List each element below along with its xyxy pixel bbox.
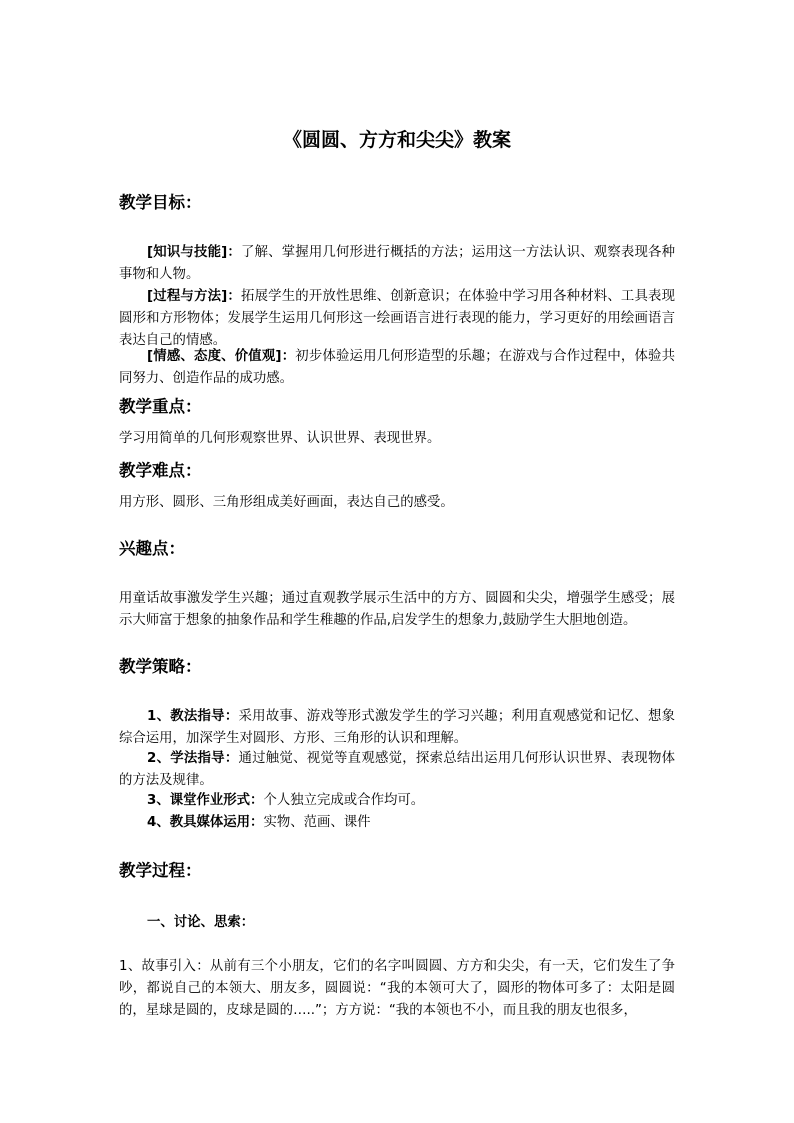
objective-text: 初步体验运用几何形造型的乐趣；在游戏与合作过程中，体验共同努力、创造作品的成功感。	[119, 349, 675, 386]
strategy-text: 实物、范画、课件	[263, 815, 371, 830]
objectives-heading: 教学目标：	[119, 193, 202, 212]
objective-label: [知识与技能]：	[147, 245, 241, 260]
objective-label: [过程与方法]：	[147, 289, 241, 304]
difficulties-text: 用方形、圆形、三角形组成美好画面，表达自己的感受。	[119, 495, 454, 510]
key-points-heading: 教学重点：	[119, 397, 202, 416]
strategy-text: 通过触觉、视觉等直观感觉，探索总结出运用几何形认识世界、表现物体的方法及规律。	[119, 751, 675, 788]
difficulties-heading: 教学难点：	[119, 461, 202, 480]
strategy-text: 个人独立完成或合作均可。	[263, 793, 425, 808]
strategy-label: 1、教法指导：	[147, 709, 239, 724]
strategy-label: 2、学法指导：	[147, 751, 239, 766]
strategy-item-media	[119, 812, 675, 834]
objective-emotion	[119, 346, 675, 390]
objective-text: 了解、掌握用几何形进行概括的方法；运用这一方法认识、观察表现各种事物和人物。	[119, 245, 675, 282]
objective-text: 拓展学生的开放性思维、创新意识；在体验中学习用各种材料、工具表现圆形和方形物体；发展学生运用几何形这一绘画语言进行表现的能力，学习更好的用绘画语言表达自己的情感。	[119, 289, 675, 348]
strategy-label: 3、课堂作业形式：	[147, 793, 264, 808]
strategy-item-homework	[119, 790, 675, 812]
objective-label: [情感、态度、价值观]：	[147, 349, 296, 364]
strategy-item-learning	[119, 748, 675, 792]
strategy-item-method	[119, 706, 675, 750]
interest-text: 用童话故事激发学生兴趣；通过直观教学展示生活中的方方、圆圆和尖尖，增强学生感受；展示大师富于想象的抽象作品和学生稚趣的作品,启发学生的想象力,鼓励学生大胆地创造。	[119, 591, 675, 628]
objective-knowledge	[119, 242, 675, 286]
objective-process	[119, 286, 675, 352]
process-paragraph: 1、故事引入：从前有三个小朋友，它们的名字叫圆圆、方方和尖尖，有一天，它们发生了争吵，都说自己的本领大、朋友多，圆圆说：“我的本领可大了，圆形的物体可多了：太阳是圆的，星球是圆的，皮球是圆的…..”；方方说：“我的本领也不小，而且我的朋友也很多，	[119, 959, 675, 1018]
document-title: 《圆圆、方方和尖尖》教案	[282, 129, 511, 151]
strategy-text: 采用故事、游戏等形式激发学生的学习兴趣；利用直观感觉和记忆、想象综合运用，加深学生对圆形、方形、三角形的认识和理解。	[119, 709, 675, 746]
key-points-text: 学习用简单的几何形观察世界、认识世界、表现世界。	[119, 431, 441, 446]
process-heading: 教学过程：	[119, 861, 202, 880]
interest-heading: 兴趣点：	[119, 539, 185, 558]
strategy-heading: 教学策略：	[119, 657, 202, 676]
strategy-label: 4、教具媒体运用：	[147, 815, 264, 830]
process-section-title: 一、讨论、思索：	[147, 915, 255, 930]
